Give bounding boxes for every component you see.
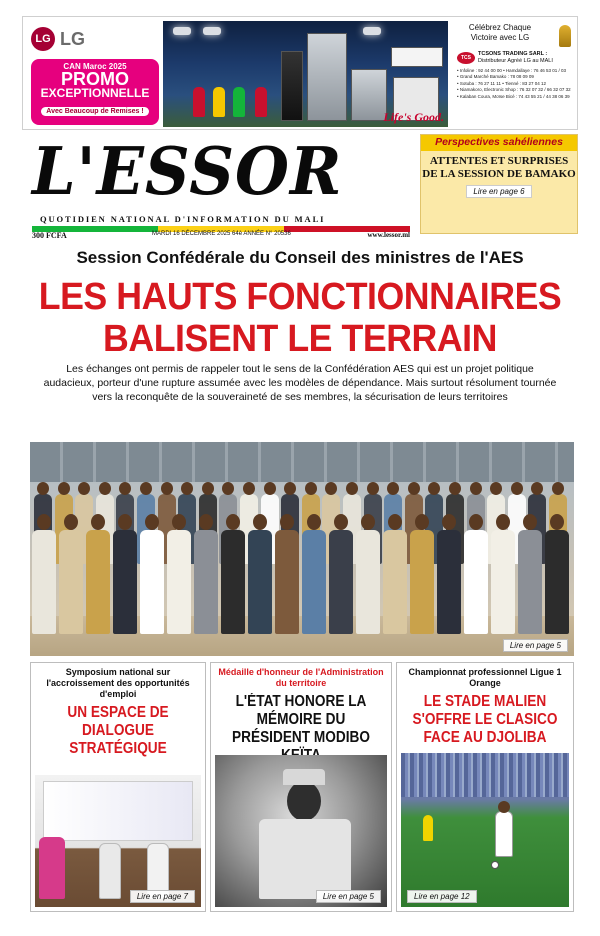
delegate-figure <box>383 530 407 634</box>
ad-right-panel <box>451 17 578 130</box>
delegate-head <box>449 482 461 495</box>
football-icon <box>491 861 499 869</box>
delegate-head <box>280 514 294 530</box>
refrigerator-icon <box>307 33 347 121</box>
newspaper-title: L'ESSOR <box>32 133 343 210</box>
lead-kicker: Session Confédérale du Conseil des ministres de l'AES <box>76 248 524 267</box>
delegate-head <box>172 514 186 530</box>
delegate-head <box>531 482 543 495</box>
delegate-head <box>511 482 523 495</box>
delegate-head <box>91 514 105 530</box>
delegate-head <box>264 482 276 495</box>
delegate-figure <box>329 530 353 634</box>
delegate-head <box>226 514 240 530</box>
delegate-head <box>161 482 173 495</box>
football-player-figure <box>495 811 513 857</box>
perspectives-box[interactable] <box>420 134 578 234</box>
stadium-light-icon <box>363 27 381 35</box>
perspectives-headline: ATTENTES ET SURPRISES DE LA SESSION DE BAMAKO <box>422 155 576 180</box>
delegate-figure <box>518 530 542 634</box>
delegate-head <box>64 514 78 530</box>
football-player-figure <box>193 87 205 117</box>
ad-celebrate-text: Célébrez Chaque Victoire avec LG <box>468 23 532 42</box>
dealer-subtitle: Distributeur Agréé LG au MALI <box>478 58 553 64</box>
delegate-figure <box>545 530 569 634</box>
stadium-light-icon <box>173 27 191 35</box>
delegate-head <box>490 482 502 495</box>
story-headline: LE STADE MALIEN S'OFFRE LE CLASICO FACE AU DJOLIBA <box>412 693 558 746</box>
portrait-robe <box>259 819 351 899</box>
story-kicker: Médaille d'honneur de l'Administration du territoire <box>218 667 384 688</box>
delegate-figure <box>113 530 137 634</box>
delegate-head <box>346 482 358 495</box>
promo-badge <box>31 59 159 125</box>
air-conditioner-icon <box>391 47 443 67</box>
contact-line: • Sotuba : 76 27 11 11 • Tienné : 83 27 04 12 <box>457 80 547 86</box>
football-player-figure <box>423 815 433 841</box>
newspaper-subtitle: QUOTIDIEN NATIONAL D'INFORMATION DU MALI <box>40 214 326 224</box>
delegate-head <box>58 482 70 495</box>
football-player-figure <box>255 87 267 117</box>
contact-line: • Grand Marché Bamako : 78 08 09 09 <box>457 74 534 80</box>
story-symposium[interactable] <box>30 662 206 912</box>
delegate-figure <box>221 530 245 634</box>
delegate-head <box>243 482 255 495</box>
delegate-figure <box>437 530 461 634</box>
delegate-head <box>523 514 537 530</box>
story-modibo-keita[interactable] <box>210 662 392 912</box>
lead-read-more[interactable]: Lire en page 5 <box>503 639 568 652</box>
delegate-figure <box>302 530 326 634</box>
delegate-head <box>307 514 321 530</box>
issue-date: MARDI 16 DÉCEMBRE 2025 64è ANNÉE N° 20536 <box>152 231 291 237</box>
official-figure <box>99 843 121 899</box>
delegate-head <box>470 482 482 495</box>
story-read-more[interactable]: Lire en page 5 <box>316 890 381 903</box>
lead-headline-line1: LES HAUTS FONCTIONNAIRES <box>38 276 562 318</box>
delegate-head <box>305 482 317 495</box>
contact-line: • Infoline : 92 44 00 00 • Hamdallaye : 76 46 53 01 / 03 <box>457 68 566 73</box>
delegate-figure <box>491 530 515 634</box>
delegate-figure <box>356 530 380 634</box>
delegate-head <box>78 482 90 495</box>
portrait-head <box>287 781 321 821</box>
story-headline: UN ESPACE DE DIALOGUE STRATÉGIQUE <box>67 704 169 757</box>
tcsons-logo-icon: TCS <box>457 52 475 64</box>
issue-meta <box>32 230 410 242</box>
delegate-head <box>388 514 402 530</box>
issue-price: 300 FCFA <box>32 231 67 240</box>
story-stade-malien[interactable] <box>396 662 574 912</box>
delegate-head <box>552 482 564 495</box>
stadium-crowd <box>401 753 569 797</box>
conference-banner <box>43 781 193 841</box>
cooker-icon <box>351 69 387 121</box>
lg-logo <box>31 27 85 51</box>
promo-can: CAN Maroc 2025 <box>63 62 127 71</box>
photo-backwall <box>30 442 574 482</box>
delegate-head <box>361 514 375 530</box>
delegate-head <box>496 514 510 530</box>
delegate-head <box>37 514 51 530</box>
contact-line: • Niamakoro, Electronic Shop : 76 32 07 32 / 66 32 07 32 <box>457 87 571 93</box>
stadium-light-icon <box>203 27 221 35</box>
delegate-head <box>334 514 348 530</box>
ad-left-panel <box>23 17 161 130</box>
delegate-head <box>118 514 132 530</box>
delegate-head <box>442 514 456 530</box>
lead-lede: Les échanges ont permis de rappeler tout le sens de la Confédération AES qui est un projet politique audacieux, porteur d'une rupture assumée avec les modèles de dépendance. Mais surtout résolument tournée vers la reconquête de la souveraineté de ses membres, la sécurisation de leurs territoires <box>43 363 557 403</box>
delegate-head <box>325 482 337 495</box>
story-kicker: Symposium national sur l'accroissement des opportunités d'emploi <box>46 667 190 699</box>
ad-photo-stadium-appliances <box>163 21 448 127</box>
delegate-figure <box>194 530 218 634</box>
lg-advertisement[interactable] <box>22 16 578 130</box>
player-head <box>498 801 510 813</box>
football-player-figure <box>213 87 225 117</box>
lg-slogan: Life's Good. <box>383 110 444 124</box>
delegate-head <box>550 514 564 530</box>
story-read-more[interactable]: Lire en page 7 <box>130 890 195 903</box>
perspectives-title: Perspectives sahéliennes <box>421 135 577 151</box>
speaker-tower-icon <box>281 51 303 121</box>
delegate-head <box>119 482 131 495</box>
promo-remises: Avec Beaucoup de Remises ! <box>41 107 148 116</box>
delegate-head <box>469 514 483 530</box>
delegate-head <box>428 482 440 495</box>
delegate-head <box>415 514 429 530</box>
delegate-figure <box>410 530 434 634</box>
delegate-figure <box>248 530 272 634</box>
delegate-head <box>140 482 152 495</box>
delegate-head <box>37 482 49 495</box>
dealer-block <box>457 51 575 65</box>
promo-subtitle: EXCEPTIONNELLE <box>40 86 150 100</box>
delegate-head <box>181 482 193 495</box>
delegate-figure <box>167 530 191 634</box>
delegate-figure <box>59 530 83 634</box>
trophy-icon <box>559 25 571 47</box>
story-read-more[interactable]: Lire en page 12 <box>407 890 477 903</box>
dealer-contacts <box>457 68 575 100</box>
story-kicker: Championnat professionnel Ligue 1 Orange <box>408 667 562 688</box>
symposium-photo <box>35 775 201 907</box>
delegate-figure <box>86 530 110 634</box>
promo-title: PROMO <box>60 69 129 89</box>
perspectives-read-more[interactable]: Lire en page 6 <box>466 185 531 198</box>
delegate-figure <box>275 530 299 634</box>
lead-headline-line2: BALISENT LE TERRAIN <box>103 318 497 360</box>
delegate-head <box>145 514 159 530</box>
delegate-figure <box>464 530 488 634</box>
football-player-figure <box>233 87 245 117</box>
speaker-figure <box>39 837 65 899</box>
delegate-head <box>408 482 420 495</box>
portrait-cap <box>283 769 325 785</box>
delegate-head <box>367 482 379 495</box>
lead-group-photo <box>30 442 574 656</box>
delegate-figure <box>140 530 164 634</box>
delegate-head <box>387 482 399 495</box>
football-match-photo <box>401 753 569 907</box>
delegate-head <box>99 482 111 495</box>
lead-headline[interactable] <box>39 276 562 360</box>
masthead <box>22 134 578 244</box>
contact-line: • Kalaban Coura, Moïse Bicé : 74 43 55 21 / 44 38 06 39 <box>457 93 570 99</box>
lg-logo-icon: LG <box>31 27 55 51</box>
lg-brand-text: LG <box>60 28 85 49</box>
delegate-head <box>284 482 296 495</box>
dealer-name: TCSONS TRADING SARL : <box>478 51 548 57</box>
delegate-head <box>202 482 214 495</box>
website-link[interactable]: www.lessor.ml <box>367 231 410 239</box>
delegate-head <box>222 482 234 495</box>
delegate-head <box>253 514 267 530</box>
modibo-keita-photo <box>215 755 387 907</box>
delegate-figure <box>32 530 56 634</box>
delegate-head <box>199 514 213 530</box>
story-headline: L'ÉTAT HONORE LA MÉMOIRE DU PRÉSIDENT MODIBO <box>232 693 370 746</box>
